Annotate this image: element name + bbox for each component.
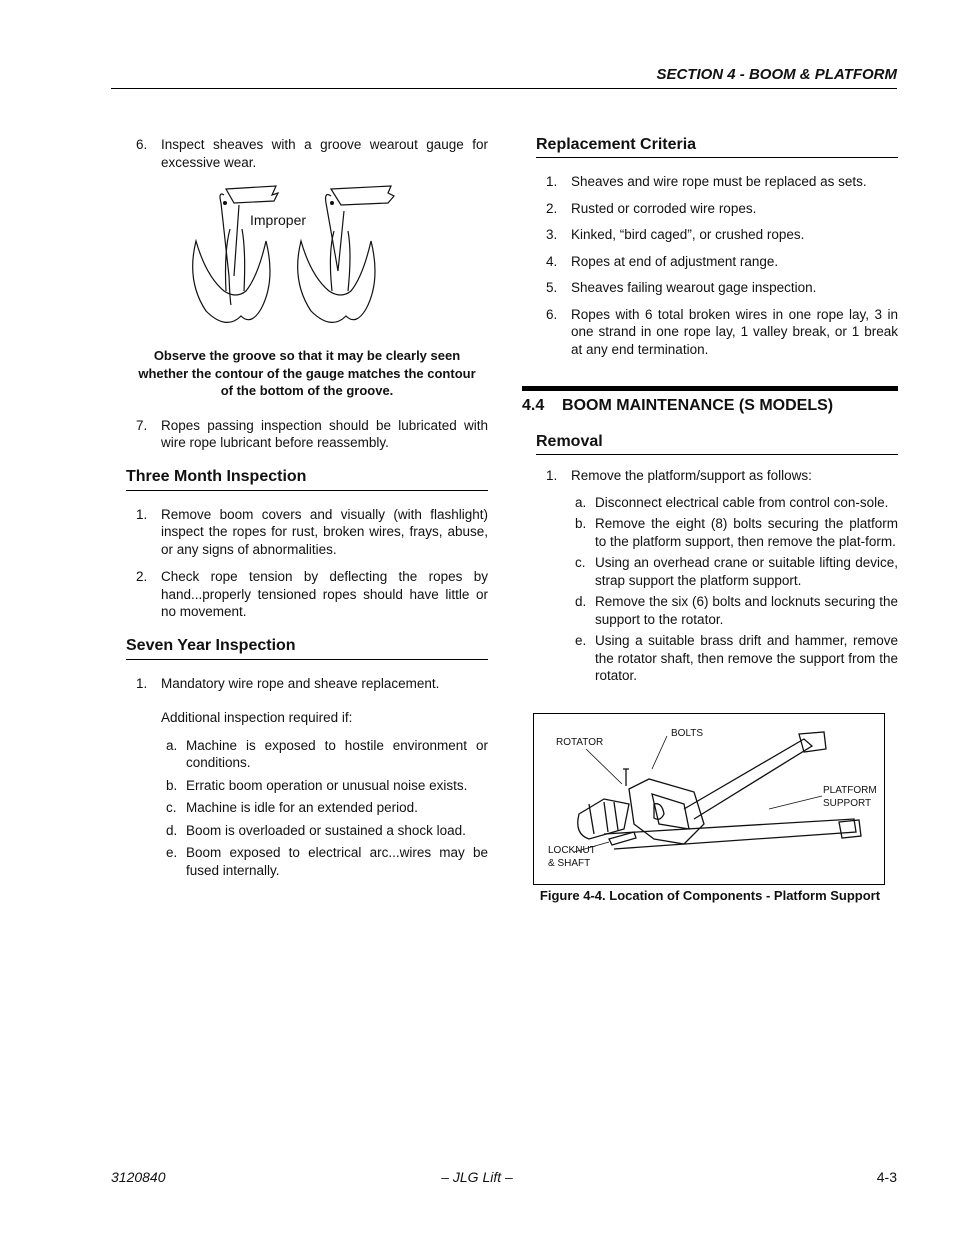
- list-item-6: [126, 136, 488, 171]
- removal-heading: Removal: [536, 433, 898, 455]
- item-letter: c.: [575, 555, 586, 570]
- item-text: Remove boom covers and visually (with flashlight) inspect the ropes for rust, broken wires, frays, abuse, or any signs of abnormalities.: [161, 506, 488, 557]
- figure-label-improper: Improper: [250, 212, 307, 228]
- removal-subitem-a: [522, 494, 898, 512]
- removal-subitem-d: [522, 593, 898, 628]
- item-text: Ropes passing inspection should be lubricated with wire rope lubricant before reassembly.: [161, 417, 488, 450]
- three-month-item-1: [126, 506, 488, 559]
- seven-year-subitem-d: [126, 822, 488, 840]
- item-number: 1.: [546, 174, 558, 189]
- item-letter: d.: [166, 822, 178, 838]
- label-shaft: & SHAFT: [548, 858, 591, 869]
- section-title: SECTION 4 - BOOM & PLATFORM: [656, 66, 897, 83]
- item-text: Remove the eight (8) bolts securing the platform to the platform support, then remove the plat-form.: [595, 516, 898, 549]
- figure-4-4-caption: Figure 4-4. Location of Components - Platform Support: [539, 888, 881, 903]
- list-item-7: [126, 417, 488, 452]
- item-text: Erratic boom operation or unusual noise exists.: [186, 777, 468, 793]
- item-number: 1.: [136, 675, 148, 691]
- item-number: 7.: [136, 417, 148, 433]
- item-text: Disconnect electrical cable from control con-sole.: [595, 494, 889, 510]
- item-number: 1.: [136, 506, 148, 522]
- item-number: 1.: [546, 468, 558, 483]
- three-month-heading: Three Month Inspection: [126, 468, 488, 491]
- seven-year-item-1: [126, 675, 488, 693]
- item-letter: e.: [575, 633, 587, 648]
- label-support: SUPPORT: [823, 798, 872, 809]
- item-number: 4.: [546, 253, 558, 269]
- item-text: Machine is exposed to hostile environment or conditions.: [186, 737, 488, 770]
- three-month-item-2: [126, 568, 488, 621]
- item-text: Check rope tension by deflecting the ropes by hand...properly tensioned ropes should have little or no movement.: [161, 569, 488, 619]
- item-text: Machine is idle for an extended period.: [186, 800, 418, 815]
- item-letter: b.: [575, 516, 587, 531]
- seven-year-heading: Seven Year Inspection: [126, 637, 488, 660]
- replacement-item-1: [522, 173, 898, 191]
- removal-subitem-b: [522, 515, 898, 550]
- item-number: 6.: [546, 306, 558, 322]
- item-letter: b.: [166, 777, 178, 793]
- sheave-gauge-figure: [126, 181, 488, 336]
- additional-inspection-note: [126, 709, 488, 727]
- item-text: Rusted or corroded wire ropes.: [571, 200, 757, 216]
- item-number: 3.: [546, 227, 558, 242]
- seven-year-subitem-a: [126, 737, 488, 772]
- right-column: [522, 136, 898, 685]
- label-bolts: BOLTS: [671, 728, 704, 739]
- item-number: 2.: [136, 569, 148, 584]
- figure-caption: Observe the groove so that it may be clearly seen whether the contour of the gauge matches the contour of the bottom of the groove.: [138, 348, 476, 398]
- item-text: Ropes at end of adjustment range.: [571, 253, 779, 269]
- footer-center: – JLG Lift –: [441, 1169, 513, 1185]
- removal-subitem-c: [522, 554, 898, 589]
- section-heading-4-4: 4.4 BOOM MAINTENANCE (S MODELS): [522, 386, 898, 415]
- item-text: Inspect sheaves with a groove wearout gauge for excessive wear.: [161, 137, 488, 170]
- item-text: Remove the six (6) bolts and locknuts securing the support to the rotator.: [595, 594, 898, 627]
- label-locknut: LOCKNUT: [548, 845, 596, 856]
- page-number: 4-3: [876, 1169, 897, 1185]
- header-rule: [111, 88, 897, 89]
- seven-year-subitem-e: [126, 844, 488, 879]
- sheave-gauge-illustration: [126, 181, 488, 336]
- platform-support-figure: [533, 713, 885, 885]
- item-text: Using an overhead crane or suitable lifting device, strap support the platform support.: [595, 555, 898, 588]
- item-text: Mandatory wire rope and sheave replacement.: [161, 675, 440, 691]
- left-column: [126, 136, 488, 879]
- replacement-item-2: [522, 200, 898, 218]
- item-number: 6.: [136, 137, 148, 152]
- item-letter: a.: [575, 494, 587, 510]
- item-letter: a.: [166, 737, 178, 753]
- item-letter: e.: [166, 845, 178, 860]
- item-letter: d.: [575, 594, 587, 609]
- item-text: Boom exposed to electrical arc...wires may be fused internally.: [186, 845, 488, 878]
- item-text: Ropes with 6 total broken wires in one rope lay, 3 in one strand in one rope lay, 1 valley break, or 1 break at any end termination.: [571, 306, 898, 357]
- removal-subitem-e: [522, 632, 898, 685]
- replacement-item-5: [522, 279, 898, 297]
- seven-year-subitem-c: [126, 799, 488, 817]
- doc-number: 3120840: [111, 1169, 166, 1185]
- note-text: Additional inspection required if:: [161, 710, 353, 725]
- item-text: Kinked, “bird caged”, or crushed ropes.: [571, 227, 805, 242]
- item-text: Boom is overloaded or sustained a shock load.: [186, 822, 466, 838]
- item-number: 5.: [546, 280, 558, 295]
- removal-item-1: [522, 467, 898, 485]
- replacement-item-4: [522, 253, 898, 271]
- item-text: Remove the platform/support as follows:: [571, 468, 812, 483]
- label-platform: PLATFORM: [823, 785, 877, 796]
- item-text: Using a suitable brass drift and hammer, remove the rotator shaft, then remove the support from the rotator.: [595, 633, 898, 683]
- item-text: Sheaves and wire rope must be replaced as sets.: [571, 174, 867, 189]
- replacement-item-6: [522, 306, 898, 359]
- item-text: Sheaves failing wearout gage inspection.: [571, 280, 817, 295]
- item-number: 2.: [546, 200, 558, 216]
- replacement-item-3: [522, 226, 898, 244]
- item-letter: c.: [166, 800, 177, 815]
- label-rotator: ROTATOR: [556, 737, 604, 748]
- seven-year-subitem-b: [126, 777, 488, 795]
- replacement-heading: Replacement Criteria: [536, 136, 898, 158]
